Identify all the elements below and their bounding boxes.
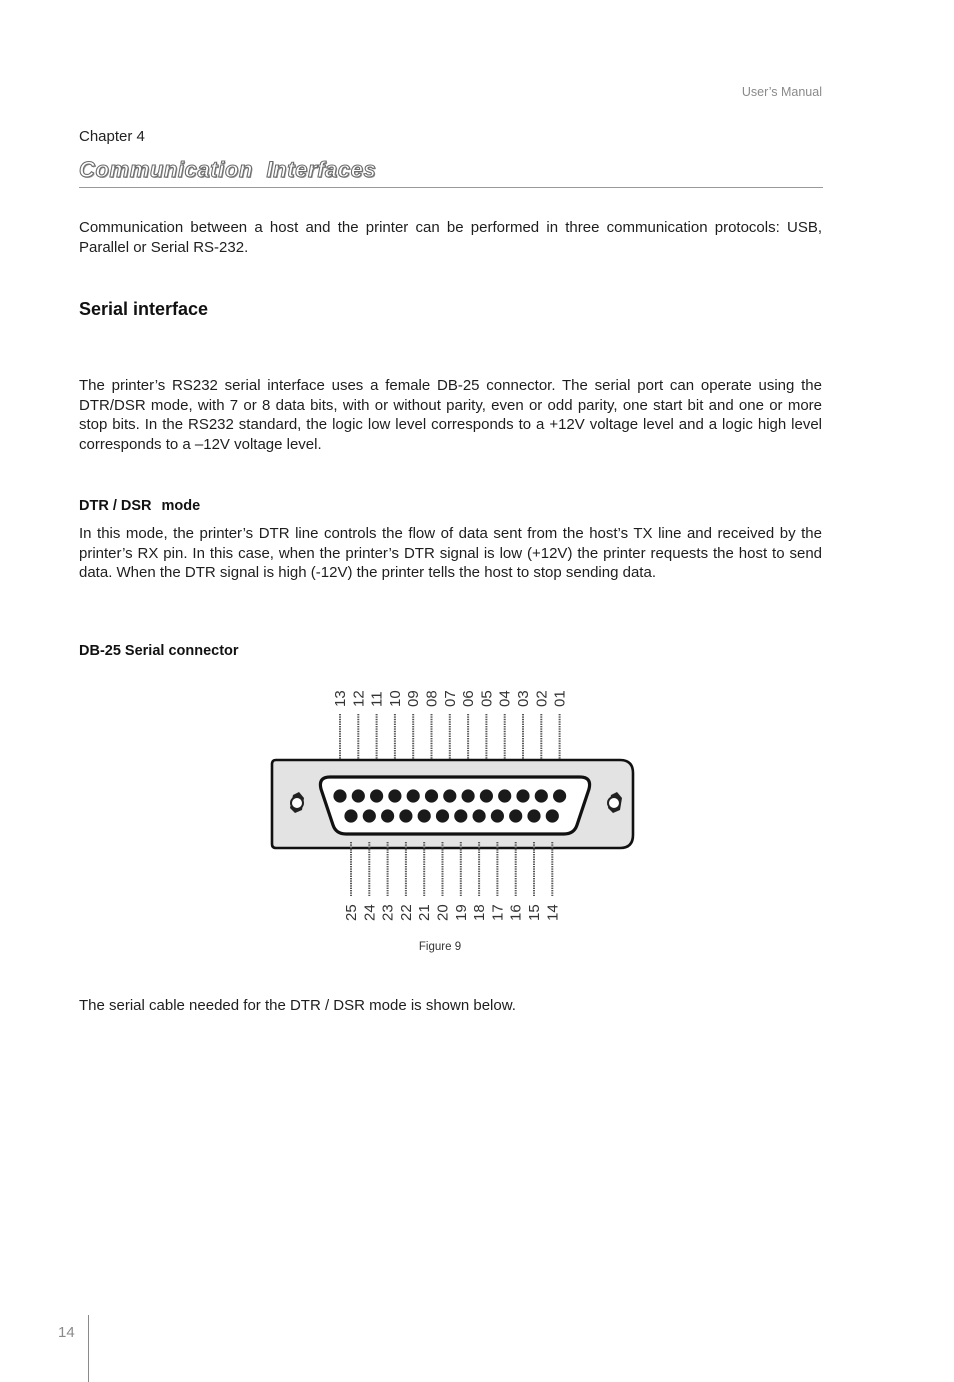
bottom-pin (344, 809, 357, 822)
top-pin-label: 11 (368, 691, 386, 707)
top-pin (553, 789, 566, 802)
bottom-pin-label: 14 (544, 904, 562, 921)
page-number-bar (88, 1315, 89, 1382)
bottom-pin-label: 21 (416, 904, 434, 921)
top-pin-label: 05 (478, 690, 496, 707)
bottom-pin-label: 19 (452, 904, 470, 921)
chapter-label: Chapter 4 (79, 128, 145, 145)
bottom-pin-label: 22 (397, 904, 415, 921)
bottom-pin (381, 809, 394, 822)
top-pin (352, 789, 365, 802)
top-pin-label: 06 (460, 690, 478, 707)
bottom-pin (399, 809, 412, 822)
bottom-pin (546, 809, 559, 822)
bottom-pin-label: 17 (489, 904, 507, 921)
connector-shell (272, 760, 633, 848)
dtr-dsr-heading-b: mode (161, 498, 201, 514)
chapter-title: Communication Interfaces (79, 157, 377, 182)
bottom-pin-label: 15 (526, 904, 543, 921)
top-pin (516, 789, 529, 802)
top-pin-label: 08 (423, 690, 441, 707)
top-pin (370, 789, 383, 802)
closing-paragraph: The serial cable needed for the DTR / DSR mode is shown below. (79, 997, 516, 1014)
serial-interface-heading: Serial interface (79, 299, 209, 319)
running-header: User’s Manual (741, 85, 822, 99)
top-pin (498, 789, 511, 802)
top-pin-label: 04 (496, 690, 514, 707)
top-pin-label: 13 (332, 690, 349, 707)
top-pin-label: 02 (533, 690, 551, 707)
serial-interface-paragraph: The printer’s RS232 serial interface uses a female DB-25 connector. The serial port can operate using the DTR/DSR mode, with 7 or 8 data bits, with or without parity, even or odd parity, one start bit and one or more stop bits. In the RS232 standard, the logic low level corresponds to a +12V voltage level and a logic high level corresponds to a –12V voltage level. (79, 377, 822, 453)
bottom-pin (436, 809, 449, 822)
top-pin (535, 789, 548, 802)
bottom-pin (509, 809, 522, 822)
bottom-pin-label: 24 (361, 904, 379, 921)
top-pin (425, 789, 438, 802)
db25-heading: DB-25 Serial connector (79, 643, 239, 659)
top-pin-label: 09 (405, 690, 423, 707)
title-rule (79, 187, 823, 188)
top-pin-label: 12 (350, 690, 368, 707)
bottom-pin (473, 809, 486, 822)
bottom-pin (527, 809, 540, 822)
bottom-pin (363, 809, 376, 822)
bottom-pin (491, 809, 504, 822)
db25-connector-figure (262, 680, 642, 930)
top-pin (407, 789, 420, 802)
bottom-pin-label: 23 (379, 904, 397, 921)
top-pin-label: 10 (386, 690, 404, 707)
top-pin (462, 789, 475, 802)
top-pin (443, 789, 456, 802)
dtr-dsr-paragraph: In this mode, the printer’s DTR line controls the flow of data sent from the host’s TX line and received by the printer’s RX pin. In this case, when the printer’s DTR signal is low (+12V) the printer requests the host to send data. When the DTR signal is high (-12V) the printer tells the host to stop sending data. (79, 525, 822, 582)
top-pin (333, 789, 346, 802)
page-number: 14 (58, 1324, 75, 1341)
figure-caption: Figure 9 (418, 941, 462, 953)
top-pin-label: 01 (551, 690, 569, 707)
bottom-pin (418, 809, 431, 822)
bottom-pin (454, 809, 467, 822)
db25-connector-diagram (262, 680, 642, 930)
intro-paragraph: Communication between a host and the printer can be performed in three communication protocols: USB, Parallel or Serial RS-232. (79, 219, 822, 256)
dtr-dsr-heading-a: DTR / DSR (79, 498, 152, 514)
bottom-pin-label: 16 (507, 904, 525, 921)
top-pin (388, 789, 401, 802)
bottom-pin-label: 25 (343, 904, 360, 921)
bottom-pin-label: 20 (434, 904, 452, 921)
dtr-dsr-heading (79, 498, 200, 514)
top-pin (480, 789, 493, 802)
connector-d-shell (320, 777, 589, 834)
bottom-pin-label: 18 (471, 904, 489, 921)
top-pin-label: 07 (441, 690, 459, 707)
top-pin-label: 03 (515, 690, 532, 707)
